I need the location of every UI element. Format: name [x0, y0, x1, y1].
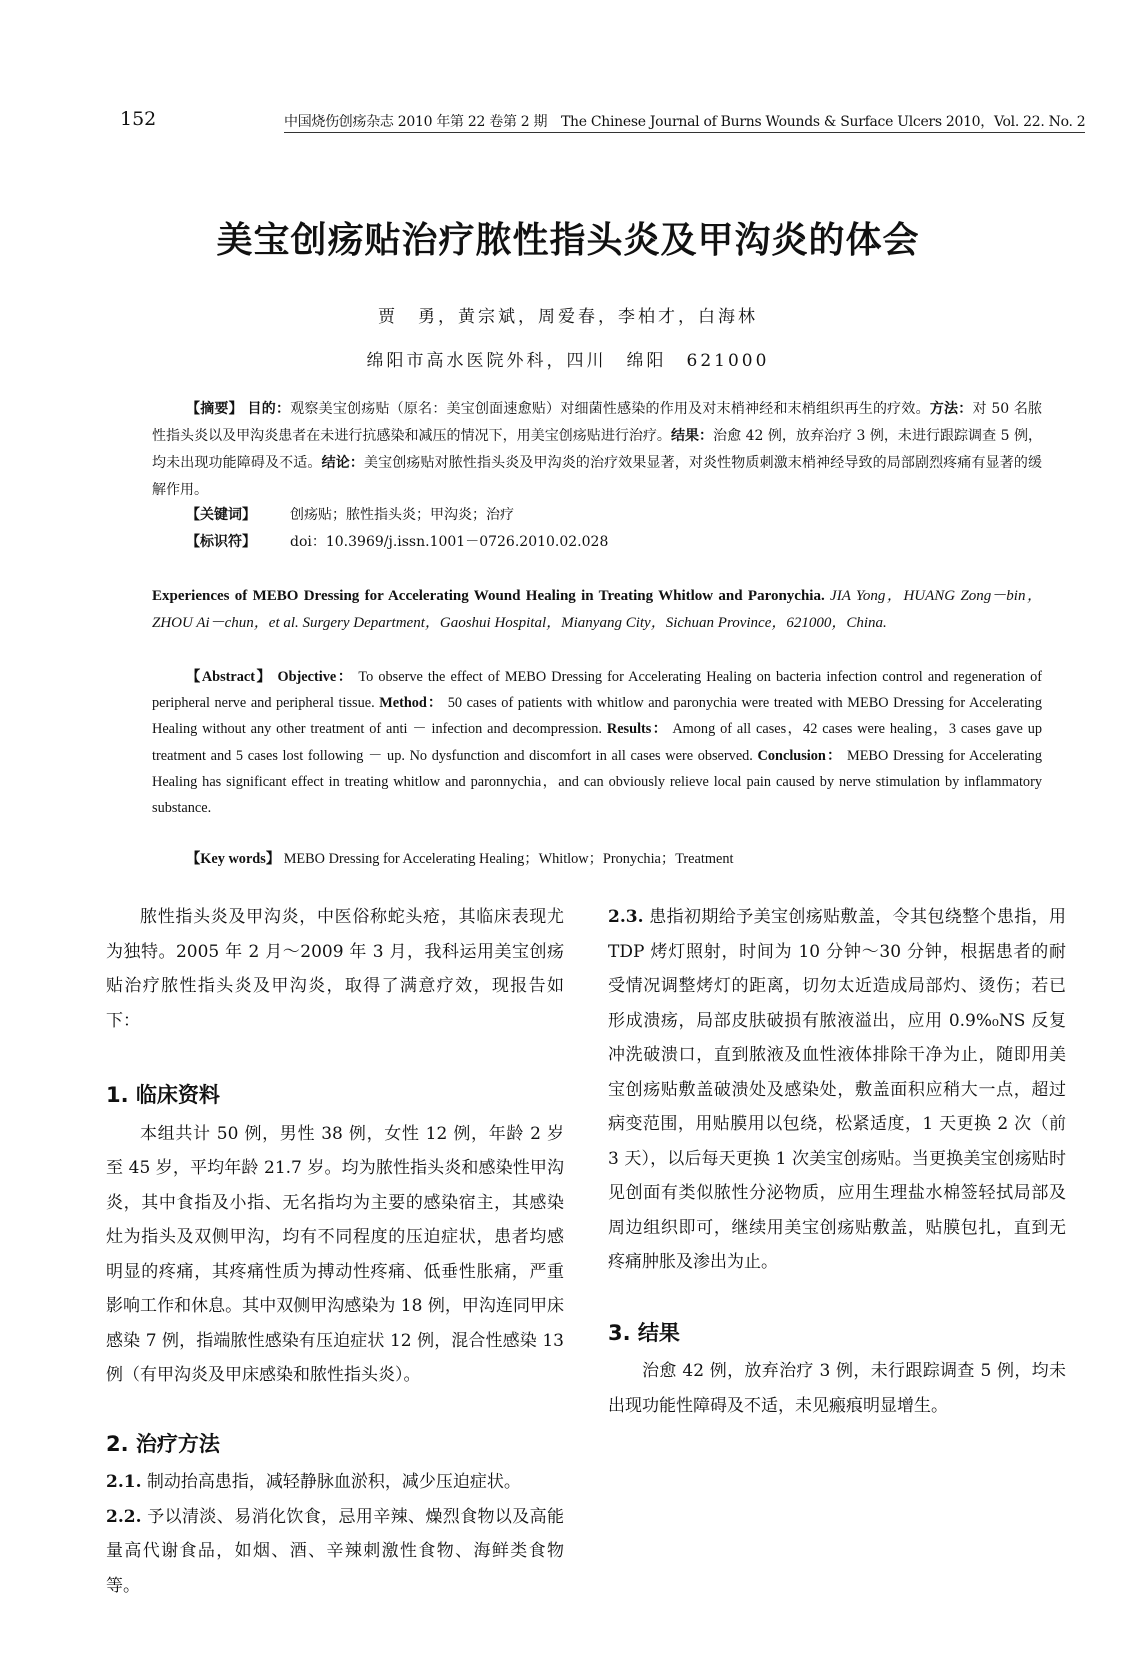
section-2-heading: 2. 治疗方法: [106, 1431, 220, 1456]
cn-abstract-label: 【摘要】: [186, 401, 243, 417]
en-abstract-label: 【Abstract】: [186, 669, 273, 685]
cn-conclusion-text: 美宝创疡贴对脓性指头炎及甲沟炎的治疗效果显著，对炎性物质刺激末梢神经导致的局部剧烈疼痛有显著的缓解作用。: [152, 455, 1043, 498]
cn-identifier-row: [186, 531, 608, 551]
item-2-1: [106, 1465, 564, 1500]
item-2-2-label: 2.2.: [106, 1506, 142, 1527]
section-3-heading: 3. 结果: [608, 1320, 680, 1345]
chinese-abstract: [152, 396, 1042, 504]
en-keywords-label: 【Key words】: [186, 851, 281, 867]
body-left-column: [106, 900, 564, 1603]
cn-identifier-text: doi：10.3969/j.issn.1001－0726.2010.02.028: [290, 534, 609, 550]
cn-method-label: 方法：: [929, 401, 973, 417]
cn-keywords-text: 创疡贴；脓性指头炎；甲沟炎；治疗: [290, 507, 514, 523]
english-abstract: [152, 664, 1042, 821]
section-3-paragraph: 治愈 42 例，放弃治疗 3 例，未行跟踪调查 5 例，均未出现功能性障碍及不适，未见瘢痕明显增生。: [608, 1361, 1066, 1416]
author-list: 贾 勇，黄宗斌，周爱春，李柏才，白海林: [378, 307, 758, 327]
en-keywords-row: [186, 848, 733, 868]
cn-keywords-row: [186, 504, 514, 524]
item-2-3-text: 患指初期给予美宝创疡贴敷盖，令其包绕整个患指，用 TDP 烤灯照射，时间为 10 分钟～30 分钟，根据患者的耐受情况调整烤灯的距离，切勿太近造成局部灼、烫伤；若已形成溃疡，局部皮肤破损有脓液溢出，应用 0.9%₀NS 反复冲洗破溃口，直到脓液及血性液体排除干净为止，随即用美宝创疡贴敷盖破溃处及感染处，敷盖面积应稍大一点，超过病变范围，用贴膜用以包绕，松紧适度，1 天更换 2 次（前 3 天），以后每天更换 1 次美宝创疡贴。当更换美宝创疡贴时见创面有类似脓性分泌物质，应用生理盐水棉签轻拭局部及周边组织即可，继续用美宝创疡贴敷盖，贴膜包扎，直到无疼痛肿胀及渗出为止。: [608, 907, 1067, 1272]
cn-keywords-label: 【关键词】: [186, 507, 256, 523]
cn-conclusion-label: 结论：: [321, 455, 364, 471]
en-method-text: 50 cases of patients with whitlow and paronychia were treated with MEBO Dressing for Accelerating Healing without any other treatment of anti － infection and decompression.: [152, 695, 1042, 738]
item-2-2: [106, 1500, 564, 1604]
en-objective-label: Objective：: [277, 669, 354, 685]
running-head: 中国烧伤创疡杂志 2010 年第 22 卷第 2 期 The Chinese Journal of Burns Wounds & Surface Ulcers 2010，Vol. 22. No. 2: [284, 111, 1085, 133]
cn-objective-text: 观察美宝创疡贴（原名：美宝创面速愈贴）对细菌性感染的作用及对末梢神经和末梢组织再生的疗效。: [290, 401, 930, 417]
en-keywords-text: MEBO Dressing for Accelerating Healing；Whitlow；Pronychia；Treatment: [283, 851, 734, 867]
page-number: 152: [120, 108, 157, 130]
item-2-1-text: 制动抬高患指，减轻静脉血淤积，减少压迫症状。: [146, 1472, 521, 1492]
cn-result-label: 结果：: [670, 428, 714, 444]
item-2-2-text: 予以清淡、易消化饮食，忌用辛辣、燥烈食物以及高能量高代谢食品，如烟、酒、辛辣刺激性食物、海鲜类食物等。: [106, 1506, 565, 1596]
en-results-label: Results：: [606, 721, 669, 738]
item-2-1-label: 2.1.: [106, 1472, 142, 1492]
item-2-3: [608, 900, 1066, 1280]
section-1-heading: 1. 临床资料: [106, 1083, 220, 1107]
cn-identifier-label: 【标识符】: [186, 534, 256, 550]
section-1-paragraph: 本组共计 50 例，男性 38 例，女性 12 例，年龄 2 岁至 45 岁，平均年龄 21.7 岁。均为脓性指头炎和感染性甲沟炎，其中食指及小指、无名指均为主要的感染宿主，其感染灶为指头及双侧甲沟，均有不同程度的压迫症状，患者均感明显的疼痛，其疼痛性质为搏动性疼痛、低垂性胀痛，严重影响工作和休息。其中双侧甲沟感染为 18 例，甲沟连同甲床感染 7 例，指端脓性感染有压迫症状 12 例，混合性感染 13 例（有甲沟炎及甲床感染和脓性指头炎）。: [106, 1123, 564, 1385]
cn-result-text: 治愈 42 例，放弃治疗 3 例，未进行跟踪调查 5 例，均未出现功能障碍及不适。: [152, 428, 1042, 471]
en-method-label: Method：: [379, 695, 444, 712]
en-results-text: Among of all cases，42 cases were healing，3 cases gave up treatment and 5 cases lost following － up. No dysfunction and discomfort in all cases were observed.: [152, 721, 1043, 764]
intro-paragraph: 脓性指头炎及甲沟炎，中医俗称蛇头疮，其临床表现尤为独特。2005 年 2 月～2009 年 3 月，我科运用美宝创疡贴治疗脓性指头炎及甲沟炎，取得了满意疗效，现报告如下：: [106, 907, 564, 1031]
en-conclusion-label: Conclusion：: [757, 747, 843, 764]
english-title-block: [152, 583, 1042, 637]
item-2-3-label: 2.3.: [608, 907, 644, 927]
cn-objective-label: 目的：: [247, 401, 291, 417]
body-right-column: [608, 900, 1066, 1423]
en-conclusion-text: MEBO Dressing for Accelerating Healing has significant effect in treating whitlow and paronnychia，and can obviously relieve local pain caused by nerve stimulation by inflammatory substance.: [152, 747, 1042, 817]
cn-method-text: 对 50 名脓性指头炎以及甲沟炎患者在未进行抗感染和减压的情况下，用美宝创疡贴进行治疗。: [152, 401, 1043, 444]
english-title: Experiences of MEBO Dressing for Accelerating Wound Healing in Treating Whitlow and Paronychia.: [152, 588, 825, 604]
article-title: 美宝创疡贴治疗脓性指头炎及甲沟炎的体会: [216, 220, 920, 261]
english-authors-affiliation: JIA Yong，HUANG Zong－bin，ZHOU Ai－chun，et al. Surgery Department，Gaoshui Hospital，Mianyang City，Sichuan Province，621000，China.: [152, 588, 1043, 631]
author-affiliation: 绵阳市高水医院外科，四川 绵阳 621000: [366, 351, 770, 371]
en-objective-text: To observe the effect of MEBO Dressing for Accelerating Healing on bacteria infection control and regeneration of peripheral nerve and peripheral tissue.: [152, 669, 1042, 712]
